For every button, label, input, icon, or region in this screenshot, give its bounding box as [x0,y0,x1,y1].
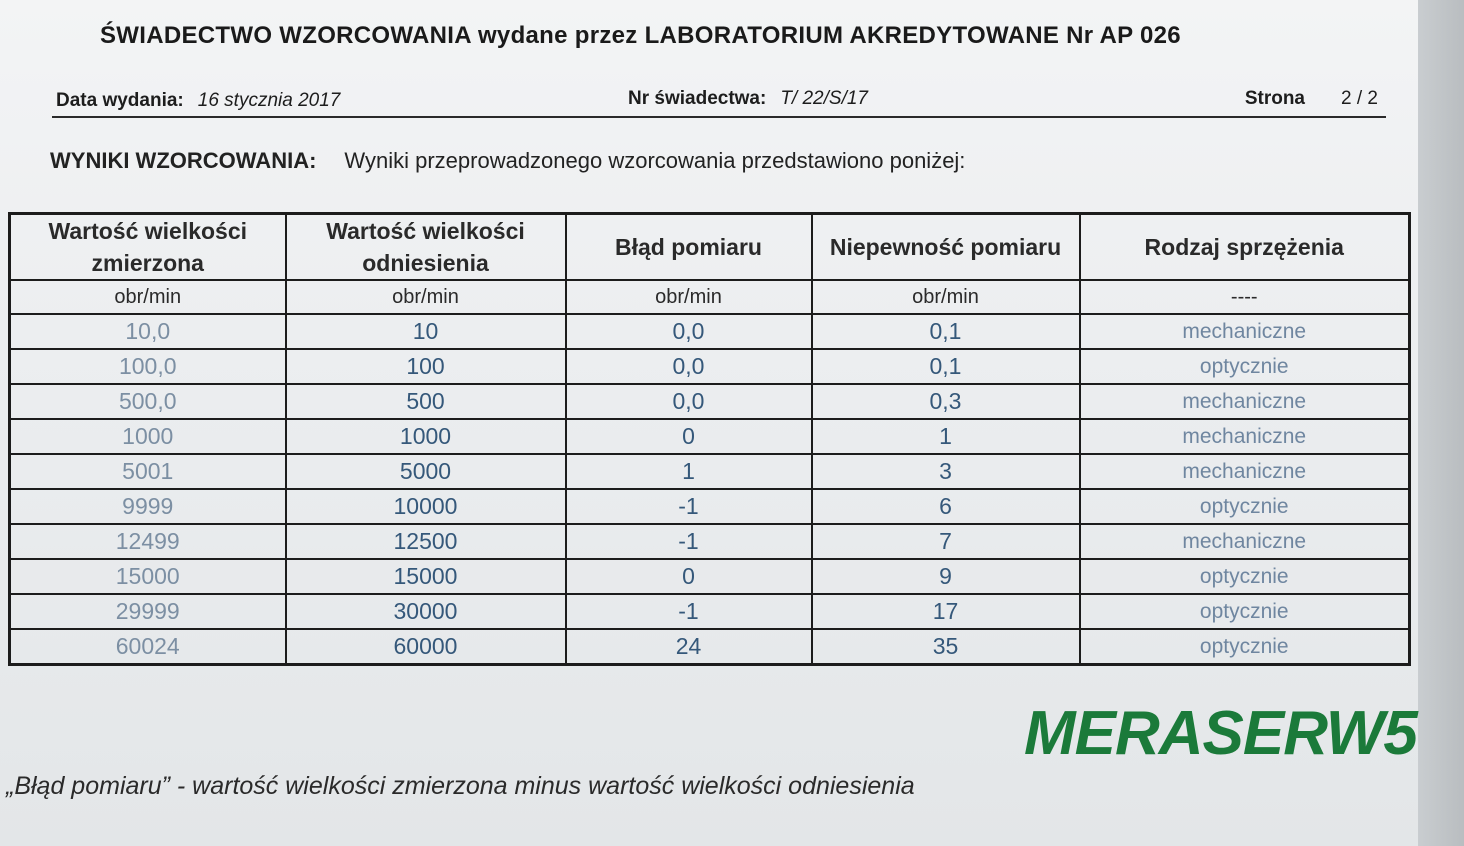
certificate-number-block [628,88,868,110]
table-cell: 0,0 [566,349,812,384]
unit-cell: obr/min [566,280,812,314]
column-header-uncertainty: Niepewność pomiaru [812,214,1080,281]
table-cell: 60024 [10,629,286,665]
table-cell: 5000 [286,454,566,489]
table-cell: -1 [566,524,812,559]
table-cell: optycznie [1080,594,1410,629]
table-cell: mechaniczne [1080,524,1410,559]
issue-date-value: 16 stycznia 2017 [197,90,341,111]
column-header-error: Błąd pomiaru [566,214,812,281]
table-cell: 0,0 [566,384,812,419]
table-row [10,629,1410,665]
table-cell: 15000 [286,559,566,594]
issue-date-label: Data wydania: [56,90,184,111]
header-info-row [52,88,1386,118]
table-cell: 0,0 [566,314,812,349]
table-cell: mechaniczne [1080,314,1410,349]
table-cell: 0 [566,559,812,594]
results-table [8,212,1411,666]
table-cell: optycznie [1080,489,1410,524]
table-cell: mechaniczne [1080,384,1410,419]
table-cell: 29999 [10,594,286,629]
page-number-label: Strona [1244,88,1306,109]
table-row [10,349,1410,384]
page-number-value: 2 / 2 [1341,88,1378,109]
table-cell: 12500 [286,524,566,559]
table-cell: optycznie [1080,349,1410,384]
certificate-number-value: T/ 22/S/17 [780,88,868,109]
unit-cell: obr/min [10,280,286,314]
table-cell: 12499 [10,524,286,559]
results-label: WYNIKI WZORCOWANIA: [50,148,317,173]
table-cell: 6 [812,489,1080,524]
table-cell: 60000 [286,629,566,665]
table-cell: 500,0 [10,384,286,419]
table-cell: 30000 [286,594,566,629]
table-cell: optycznie [1080,629,1410,665]
table-cell: mechaniczne [1080,419,1410,454]
table-cell: -1 [566,489,812,524]
page-number-block [1245,88,1378,110]
column-header-reference: Wartość wielkości odniesienia [286,214,566,281]
table-cell: 7 [812,524,1080,559]
table-header-row [10,214,1410,281]
table-units-row [10,280,1410,314]
page-edge-shadow [1418,0,1464,846]
table-cell: 17 [812,594,1080,629]
table-cell: 0 [566,419,812,454]
table-cell: 10 [286,314,566,349]
footnote: „Błąd pomiaru” - wartość wielkości zmierzona minus wartość wielkości odniesienia [6,772,915,800]
unit-cell: ---- [1080,280,1410,314]
logo-wordmark: MERASERW5 [1024,699,1417,768]
table-cell: 10,0 [10,314,286,349]
table-cell: 3 [812,454,1080,489]
table-cell: 1 [812,419,1080,454]
table-cell: 9 [812,559,1080,594]
table-cell: 1000 [10,419,286,454]
meraserw-logo [1024,700,1424,768]
table-cell: 1 [566,454,812,489]
table-row [10,419,1410,454]
table-row [10,384,1410,419]
table-row [10,559,1410,594]
certificate-number-label: Nr świadectwa: [628,88,767,109]
results-text: Wyniki przeprowadzonego wzorcowania przedstawiono poniżej: [344,148,966,173]
unit-cell: obr/min [812,280,1080,314]
table-row [10,524,1410,559]
column-header-coupling: Rodzaj sprzężenia [1080,214,1410,281]
table-cell: -1 [566,594,812,629]
table-row [10,594,1410,629]
table-cell: mechaniczne [1080,454,1410,489]
table-row [10,489,1410,524]
table-cell: 0,3 [812,384,1080,419]
table-cell: 9999 [10,489,286,524]
table-cell: 0,1 [812,349,1080,384]
table-cell: 24 [566,629,812,665]
results-table-container [8,212,1408,666]
certificate-title: ŚWIADECTWO WZORCOWANIA wydane przez LABORATORIUM AKREDYTOWANE Nr AP 026 [100,22,1181,49]
results-intro [50,148,965,174]
table-cell: 35 [812,629,1080,665]
table-cell: 500 [286,384,566,419]
column-header-measured: Wartość wielkości zmierzona [10,214,286,281]
table-row [10,454,1410,489]
unit-cell: obr/min [286,280,566,314]
table-cell: 0,1 [812,314,1080,349]
table-cell: 100 [286,349,566,384]
table-cell: 10000 [286,489,566,524]
table-cell: optycznie [1080,559,1410,594]
issue-date-block [56,90,340,112]
table-cell: 5001 [10,454,286,489]
table-row [10,314,1410,349]
table-cell: 1000 [286,419,566,454]
table-cell: 100,0 [10,349,286,384]
table-cell: 15000 [10,559,286,594]
table-body [10,314,1410,665]
